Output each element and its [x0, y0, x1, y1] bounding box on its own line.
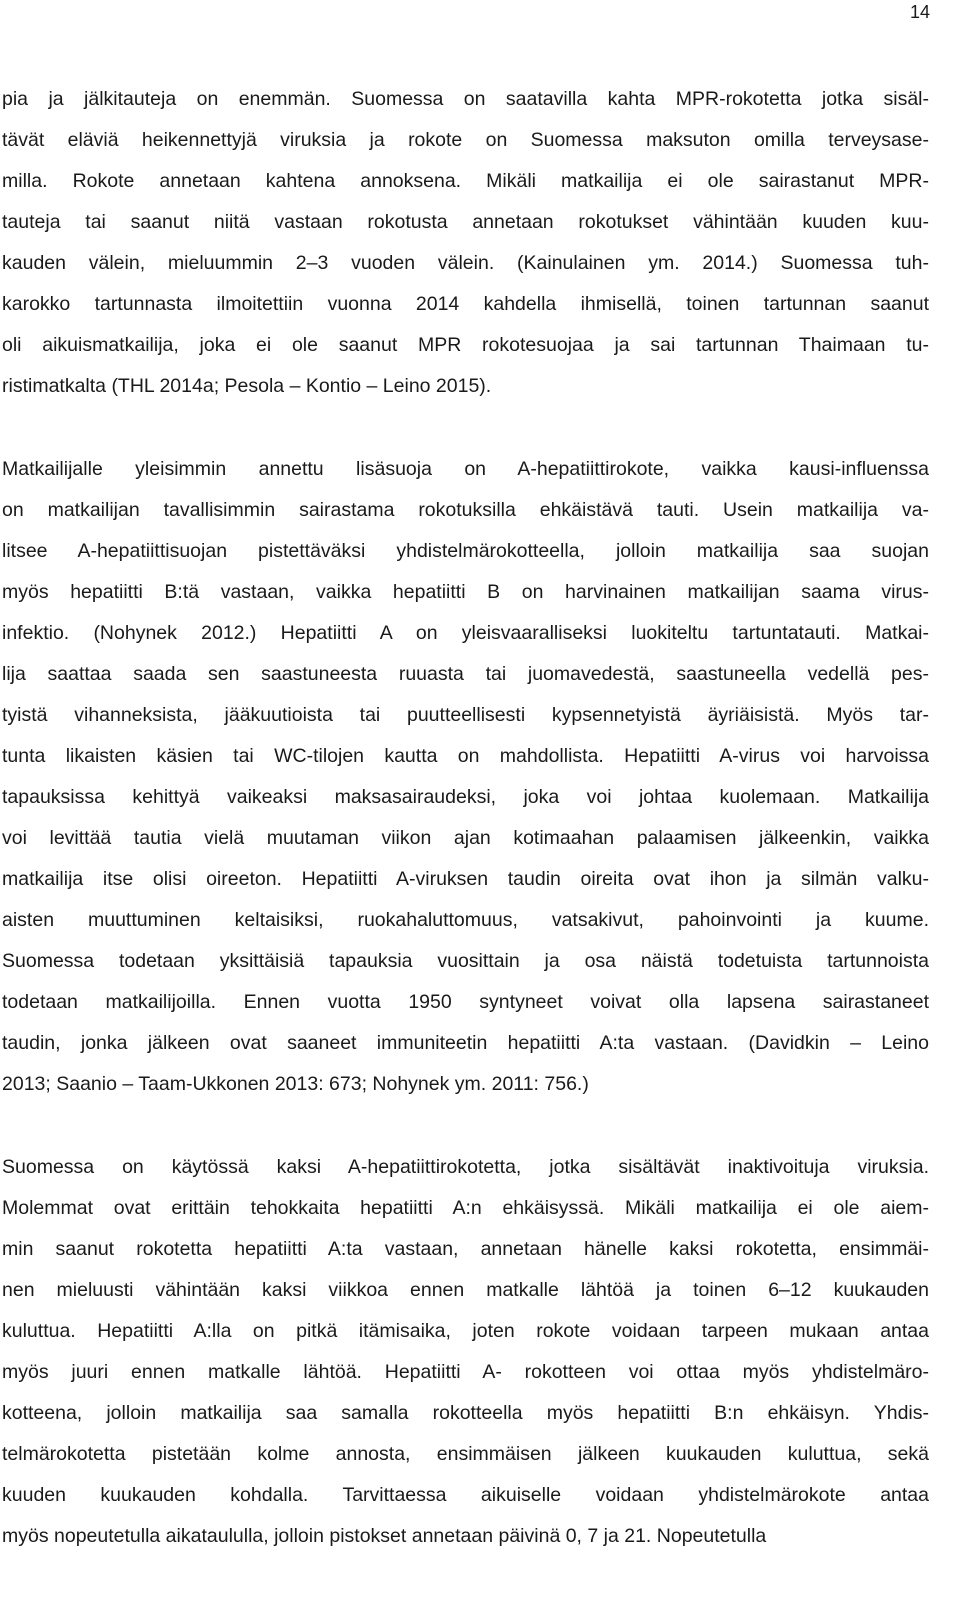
text-line: Suomessa on käytössä kaksi A-hepatiittirokotetta, jotka sisältävät inaktivoituja viruksia. [2, 1156, 929, 1178]
paragraph-hepatitis-a [2, 449, 929, 1105]
paragraph-vaccines [2, 1147, 929, 1557]
text-line: Molemmat ovat erittäin tehokkaita hepatiitti A:n ehkäisyssä. Mikäli matkailija ei ole aiem- [2, 1197, 929, 1219]
text-line: myös nopeutetulla aikataululla, jolloin pistokset annetaan päivinä 0, 7 ja 21. Nopeutetulla [2, 1525, 767, 1547]
text-line: karokko tartunnasta ilmoitettiin vuonna 2014 kahdella ihmisellä, toinen tartunnan saanut [2, 293, 929, 315]
text-line: litsee A-hepatiittisuojan pistettäväksi yhdistelmärokotteella, jolloin matkailija saa suojan [2, 540, 929, 562]
text-line: on matkailijan tavallisimmin sairastama rokotuksilla ehkäistävä tauti. Usein matkailija va- [2, 499, 929, 521]
text-line: tävät eläviä heikennettyjä viruksia ja rokote on Suomessa maksuton omilla terveysase- [2, 129, 929, 151]
text-line: lija saattaa saada sen saastuneesta ruuasta tai juomavedestä, saastuneella vedellä pes- [2, 663, 929, 685]
page-content [2, 79, 929, 1557]
text-line: kuluttua. Hepatiitti A:lla on pitkä itämisaika, joten rokote voidaan tarpeen mukaan antaa [2, 1320, 929, 1342]
text-line: tyistä vihanneksista, jääkuutioista tai puutteellisesti kypsennetyistä äyriäisistä. Myös tar- [2, 704, 929, 726]
text-line: ristimatkalta (THL 2014a; Pesola – Kontio – Leino 2015). [2, 375, 492, 397]
text-line: milla. Rokote annetaan kahtena annoksena. Mikäli matkailija ei ole sairastanut MPR- [2, 170, 929, 192]
text-line: tunta likaisten käsien tai WC-tilojen kautta on mahdollista. Hepatiitti A-virus voi harvoissa [2, 745, 929, 767]
text-line: infektio. (Nohynek 2012.) Hepatiitti A on yleisvaaralliseksi luokiteltu tartuntatauti. Matkai- [2, 622, 929, 644]
page-number: 14 [909, 2, 930, 22]
text-line: Suomessa todetaan yksittäisiä tapauksia vuosittain ja osa näistä todetuista tartunnoista [2, 950, 929, 972]
text-line: taudin, jonka jälkeen ovat saaneet immuniteetin hepatiitti A:ta vastaan. (Davidkin – Leino [2, 1032, 929, 1054]
text-line: matkailija itse olisi oireeton. Hepatiitti A-viruksen taudin oireita ovat ihon ja silmän valku- [2, 868, 929, 890]
text-line: todetaan matkailijoilla. Ennen vuotta 1950 syntyneet voivat olla lapsena sairastaneet [2, 991, 929, 1013]
paragraph-mpr [2, 79, 929, 407]
text-line: Matkailijalle yleisimmin annettu lisäsuoja on A-hepatiittirokote, vaikka kausi-influenssa [2, 458, 929, 480]
text-line: telmärokotetta pistetään kolme annosta, ensimmäisen jälkeen kuukauden kuluttua, sekä [2, 1443, 929, 1465]
text-line: tapauksissa kehittyä vaikeaksi maksasairaudeksi, joka voi johtaa kuolemaan. Matkailija [2, 786, 929, 808]
text-line: aisten muuttuminen keltaisiksi, ruokahaluttomuus, vatsakivut, pahoinvointi ja kuume. [2, 909, 929, 931]
text-line: pia ja jälkitauteja on enemmän. Suomessa on saatavilla kahta MPR-rokotetta jotka sisäl- [2, 88, 929, 110]
text-line: kuuden kuukauden kohdalla. Tarvittaessa aikuiselle voidaan yhdistelmärokote antaa [2, 1484, 929, 1506]
text-line: min saanut rokotetta hepatiitti A:ta vastaan, annetaan hänelle kaksi rokotetta, ensimmäi- [2, 1238, 929, 1260]
text-line: kotteena, jolloin matkailija saa samalla rokotteella myös hepatiitti B:n ehkäisyn. Yhdis- [2, 1402, 929, 1424]
text-line: kauden välein, mieluummin 2–3 vuoden välein. (Kainulainen ym. 2014.) Suomessa tuh- [2, 252, 929, 274]
text-line: tauteja tai saanut niitä vastaan rokotusta annetaan rokotukset vähintään kuuden kuu- [2, 211, 929, 233]
text-line: oli aikuismatkailija, joka ei ole saanut MPR rokotesuojaa ja sai tartunnan Thaimaan tu- [2, 334, 929, 356]
text-line: voi levittää tautia vielä muutaman viikon ajan kotimaahan palaamisen jälkeenkin, vaikka [2, 827, 929, 849]
text-line: 2013; Saanio – Taam-Ukkonen 2013: 673; Nohynek ym. 2011: 756.) [2, 1073, 589, 1095]
text-line: myös hepatiitti B:tä vastaan, vaikka hepatiitti B on harvinainen matkailijan saama virus- [2, 581, 929, 603]
text-line: nen mieluusti vähintään kaksi viikkoa ennen matkalle lähtöä ja toinen 6–12 kuukauden [2, 1279, 929, 1301]
text-line: myös juuri ennen matkalle lähtöä. Hepatiitti A- rokotteen voi ottaa myös yhdistelmäro- [2, 1361, 929, 1383]
